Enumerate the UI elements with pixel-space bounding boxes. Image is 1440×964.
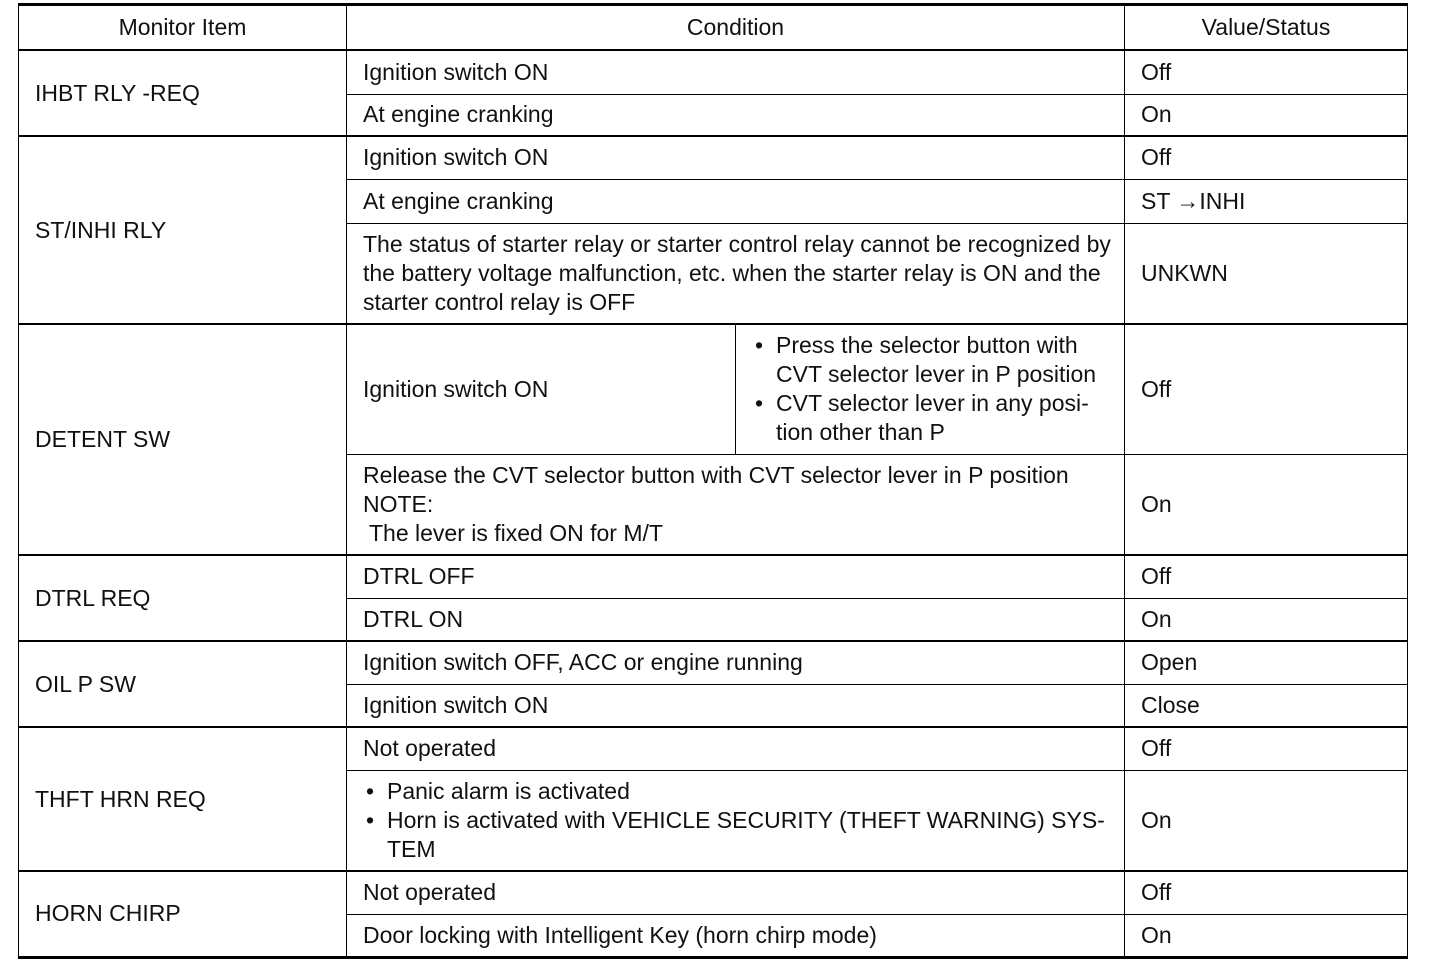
monitor-item-cell: DTRL REQ (19, 555, 347, 641)
bullet-item (363, 777, 1116, 806)
condition-text: Not operated (363, 879, 496, 906)
value-cell: Off (1125, 727, 1408, 770)
group-dtrl-req (19, 555, 1408, 641)
monitor-item-cell: IHBT RLY -REQ (19, 50, 347, 136)
condition-text: DTRL OFF (363, 563, 475, 590)
condition-cell (347, 179, 1125, 223)
condition-cell (347, 223, 1125, 324)
condition-text: Not operated (363, 735, 496, 762)
value-cell: On (1125, 94, 1408, 136)
header-value-status: Value/Status (1125, 5, 1408, 51)
value-cell: Off (1125, 324, 1408, 454)
value-cell: Off (1125, 50, 1408, 94)
monitor-item-cell: ST/INHI RLY (19, 136, 347, 324)
table-row (19, 727, 1408, 770)
bullet-text: TEM (387, 835, 436, 862)
condition-cell (347, 641, 1125, 684)
condition-cell (347, 598, 1125, 641)
condition-text: Door locking with Intelligent Key (horn chirp mode) (363, 921, 877, 948)
condition-text: Ignition switch ON (363, 691, 549, 718)
bullet-list (363, 777, 1116, 864)
condition-text: Ignition switch ON (363, 144, 549, 171)
table-row (19, 50, 1408, 94)
group-horn-chirp (19, 871, 1408, 957)
bullet-text: Horn is activated with VEHICLE SECURITY (THEFT WARNING) SYS- (387, 806, 1105, 833)
value-cell: ST →INHI (1125, 179, 1408, 223)
condition-cell (347, 871, 1125, 914)
bullet-text: Panic alarm is activated (387, 777, 630, 804)
table-row (19, 136, 1408, 179)
condition-cell (347, 454, 1125, 555)
value-cell: UNKWN (1125, 223, 1408, 324)
condition-cell (347, 50, 1125, 94)
bullet-text: tion other than P (776, 419, 945, 446)
condition-cell (347, 727, 1125, 770)
value-cell: On (1125, 770, 1408, 871)
condition-text: Ignition switch OFF, ACC or engine running (363, 649, 803, 676)
bullet-marker: • (366, 777, 375, 804)
condition-cell (347, 914, 1125, 957)
bullet-marker: • (755, 390, 764, 417)
bullet-marker: • (755, 332, 764, 359)
monitor-item-cell: HORN CHIRP (19, 871, 347, 957)
condition-cell (347, 770, 1125, 871)
group-oil-p-sw (19, 641, 1408, 727)
monitor-item-cell: THFT HRN REQ (19, 727, 347, 871)
sub-condition-cell (736, 324, 1125, 454)
bullet-text: Press the selector button with (776, 332, 1078, 359)
note-label: NOTE: (363, 490, 434, 517)
bullet-item (363, 806, 1116, 864)
monitor-item-cell: DETENT SW (19, 324, 347, 555)
monitor-item-table (18, 3, 1408, 959)
table-row (19, 641, 1408, 684)
value-cell: Off (1125, 555, 1408, 598)
value-cell: On (1125, 454, 1408, 555)
condition-text: At engine cranking (363, 187, 554, 214)
bullet-text: CVT selector lever in P position (776, 361, 1097, 388)
header-row (19, 5, 1408, 51)
group-thft-hrn-req (19, 727, 1408, 871)
condition-text: Ignition switch ON (363, 375, 549, 402)
condition-text: DTRL ON (363, 605, 464, 632)
bullet-marker: • (366, 806, 375, 833)
header-condition: Condition (347, 5, 1125, 51)
group-ihbt-rly-req (19, 50, 1408, 136)
value-cell: Off (1125, 871, 1408, 914)
condition-text: starter control relay is OFF (363, 288, 636, 315)
value-cell: Close (1125, 684, 1408, 727)
condition-text: the battery voltage malfunction, etc. when the starter relay is ON and the (363, 259, 1101, 286)
group-detent-sw (19, 324, 1408, 555)
condition-cell (347, 136, 1125, 179)
condition-cell (347, 684, 1125, 727)
condition-text: The status of starter relay or starter control relay cannot be recognized by (363, 230, 1111, 257)
value-cell: On (1125, 914, 1408, 957)
condition-cell (347, 555, 1125, 598)
group-st-inhi-rly (19, 136, 1408, 324)
condition-text: Ignition switch ON (363, 58, 549, 85)
condition-text: At engine cranking (363, 101, 554, 128)
note-text: The lever is fixed ON for M/T (363, 519, 663, 546)
condition-text: Release the CVT selector button with CVT selector lever in P position (363, 461, 1069, 488)
condition-cell (347, 94, 1125, 136)
bullet-item (752, 389, 1116, 447)
table-row (19, 555, 1408, 598)
condition-cell (347, 324, 736, 454)
table-header (19, 5, 1408, 51)
bullet-list (752, 331, 1116, 447)
value-cell: On (1125, 598, 1408, 641)
table-row (19, 324, 1408, 454)
bullet-text: CVT selector lever in any posi- (776, 390, 1089, 417)
value-cell: Open (1125, 641, 1408, 684)
monitor-item-cell: OIL P SW (19, 641, 347, 727)
bullet-item (752, 331, 1116, 389)
value-cell: Off (1125, 136, 1408, 179)
header-monitor-item: Monitor Item (19, 5, 347, 51)
table-row (19, 871, 1408, 914)
